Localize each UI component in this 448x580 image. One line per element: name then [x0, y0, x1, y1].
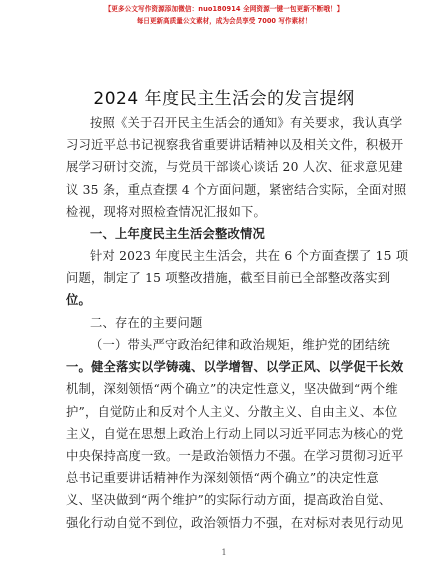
page-number: 1 — [221, 548, 227, 557]
text-line: 针对 2023 年度民主生活会，共在 6 个方面查摆了 15 项 — [90, 249, 409, 263]
paragraph-intro — [66, 112, 407, 223]
text-line: 展学习研讨交流，与党员干部谈心谈话 20 人次、征求意见建 — [66, 160, 403, 175]
text-line: 一。健全落实以学铸魂、以学增智、以学正风、以学促干长效 — [66, 360, 404, 375]
text-line: 习习近平总书记视察我省重要讲话精神以及相关文件，积极开 — [66, 138, 404, 153]
text-line: （一）带头严守政治纪律和政治规矩，维护党的团结统 — [90, 338, 390, 352]
text-line: 中央保持高度一致。一是政治领悟力不强。在学习贯彻习近平 — [66, 448, 404, 463]
text-line: 机制，深刻领悟“两个确立”的决定性意义，坚决做到“两个维 — [66, 382, 398, 397]
text-line: 主义，自觉在思想上政治上行动上同以习近平同志为核心的党 — [66, 426, 404, 441]
text-line: 议 35 条，重点查摆 4 个方面问题，紧密结合实际，全面对照 — [66, 182, 407, 197]
promo-banner — [0, 4, 448, 26]
text-line: 位。 — [66, 292, 91, 308]
section-heading-1 — [66, 223, 386, 245]
paragraph-problems — [66, 334, 404, 534]
heading-text: 一、上年度民主生活会整改情况 — [90, 227, 265, 241]
heading-text: 二、存在的主要问题 — [90, 316, 203, 330]
text-line: 总书记重要讲话精神作为深刻领悟“两个确立”的决定性意 — [66, 471, 379, 486]
section-heading-2 — [66, 312, 386, 334]
text-line: 强化行动自觉不到位，政治领悟力不强，在对标对表见行动见 — [66, 515, 404, 530]
text-line: 问题，制定了 15 项整改措施，截至目前已全部整改落实到 — [66, 271, 391, 286]
text-line: 按照《关于召开民主生活会的通知》有关要求，我认真学 — [90, 116, 403, 130]
promo-line-2: 每日更新高质量公文素材，成为会员享受 7000 写作素材！ — [136, 17, 312, 25]
text-line: 检视，现将对照检查情况汇报如下。 — [66, 204, 266, 219]
document-title: 2024 年度民主生活会的发言提纲 — [93, 89, 355, 109]
paragraph-rectification — [66, 245, 409, 312]
promo-line-1: 【更多公文写作资源添加微信：nuo180914 全网资源一键一包更新不断哦！】 — [104, 5, 344, 13]
text-line: 护”，自觉防止和反对个人主义、分散主义、自由主义、本位 — [66, 404, 398, 419]
text-line: 义、坚决做到“两个维护”的实际行动方面，提高政治自觉、 — [66, 493, 392, 508]
